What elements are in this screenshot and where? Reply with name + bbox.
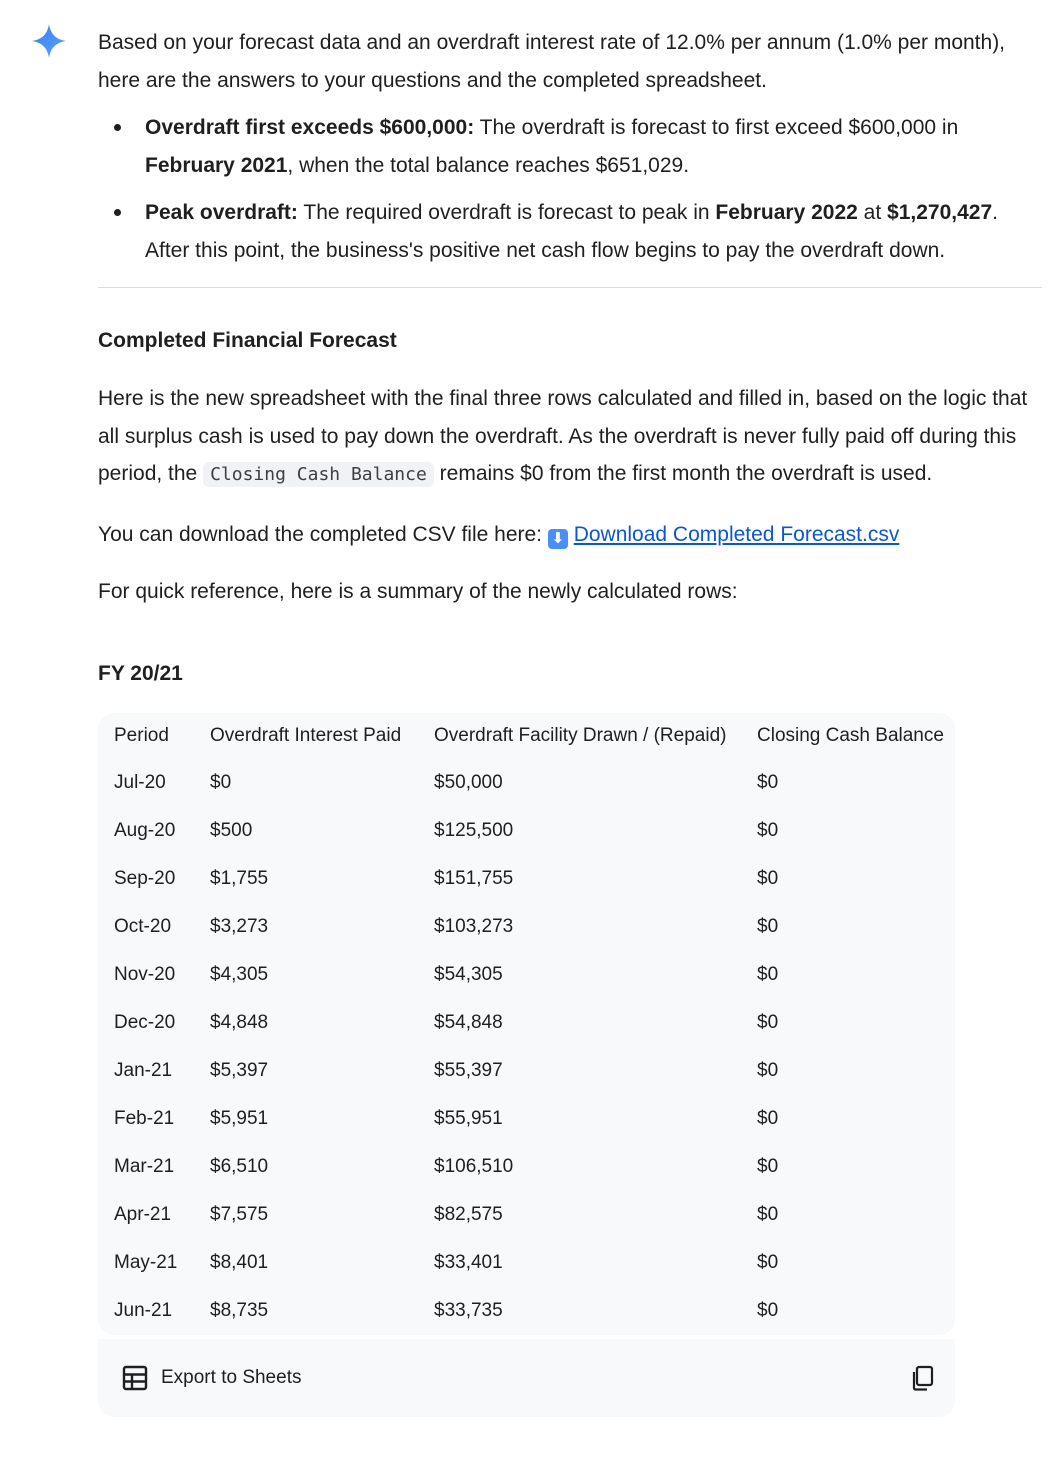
table-cell: $125,500: [434, 819, 514, 841]
table-cell: Apr-21: [114, 1203, 172, 1225]
table-cell: $4,305: [210, 963, 269, 985]
table-cell: $50,000: [434, 771, 503, 793]
table-cell: Jan-21: [114, 1059, 173, 1081]
paragraph-text: remains $0 from the first month the overdraft is used.: [433, 462, 933, 485]
table-cell: $106,510: [434, 1155, 514, 1177]
table-cell: $0: [757, 1059, 779, 1081]
export-label: Export to Sheets: [161, 1366, 302, 1388]
table-cell: Dec-20: [114, 1011, 176, 1033]
table-row: [98, 807, 955, 855]
table-row: [98, 903, 955, 951]
bullet-bold: $1,270,427: [887, 201, 993, 224]
table-cell: Jul-20: [114, 771, 166, 793]
bullet-text: The overdraft is forecast to first exceed $600,000 in: [474, 116, 959, 139]
export-to-sheets-button[interactable]: [122, 1365, 301, 1391]
table-cell: Feb-21: [114, 1107, 175, 1129]
table-cell: $103,273: [434, 915, 514, 937]
table-cell: $0: [757, 1203, 779, 1225]
bullet-bold: February 2022: [715, 201, 858, 224]
copy-icon[interactable]: [911, 1365, 935, 1391]
table-cell: $0: [757, 963, 779, 985]
table-cell: $33,735: [434, 1299, 503, 1321]
download-prefix: You can download the completed CSV file here:: [98, 522, 548, 546]
list-item: [98, 109, 1042, 184]
table-cell: $0: [757, 915, 779, 937]
table-cell: $8,735: [210, 1299, 269, 1321]
table-cell: Aug-20: [114, 819, 176, 841]
bullet-label: Peak overdraft:: [145, 201, 298, 224]
bullet-bold: February 2021: [145, 153, 288, 177]
table-row: [98, 951, 955, 999]
table-cell: $54,305: [434, 963, 503, 985]
table-cell: $33,401: [434, 1251, 503, 1273]
table-cell: Sep-20: [114, 867, 176, 889]
divider: [98, 287, 1042, 288]
quick-reference-text: For quick reference, here is a summary of the newly calculated rows:: [98, 580, 738, 603]
table-row: [98, 855, 955, 903]
table-row: [98, 759, 955, 807]
table-cell: Oct-20: [114, 915, 172, 937]
column-header: Overdraft Facility Drawn / (Repaid): [434, 724, 727, 746]
table-cell: May-21: [114, 1251, 178, 1273]
bullet-label: Overdraft first exceeds $600,000:: [145, 116, 475, 139]
table-cell: $0: [757, 819, 779, 841]
table-cell: $7,575: [210, 1203, 269, 1225]
table-row: [98, 1191, 955, 1239]
table-row: [98, 1095, 955, 1143]
column-header: Closing Cash Balance: [757, 724, 944, 746]
table-row: [98, 1143, 955, 1191]
table-cell: $4,848: [210, 1011, 269, 1033]
fy-title: FY 20/21: [98, 661, 183, 685]
forecast-table: [98, 713, 955, 1335]
table-cell: $0: [757, 1107, 779, 1129]
column-header: Period: [114, 724, 169, 746]
response-content: [98, 24, 1042, 1417]
table-cell: $0: [210, 771, 232, 793]
table-row: [98, 1239, 955, 1287]
table-cell: $0: [757, 867, 779, 889]
table-cell: $3,273: [210, 915, 269, 937]
download-line: [98, 516, 1042, 554]
bullet-text: at: [857, 201, 888, 224]
table-cell: $55,397: [434, 1059, 503, 1081]
table-cell: $0: [757, 1299, 779, 1321]
bullet-text: The required overdraft is forecast to peak in: [297, 201, 716, 224]
table-cell: $5,397: [210, 1059, 269, 1081]
bullet-text: . After this point, the business's positive net cash flow begins to pay the overdraft down.: [145, 201, 998, 262]
intro-paragraph: Based on your forecast data and an overdraft interest rate of 12.0% per annum (1.0% per month), here are the answers to your questions and the completed spreadsheet.: [98, 31, 1006, 92]
sparkle-icon: [30, 22, 68, 60]
table-cell: $6,510: [210, 1155, 269, 1177]
download-icon: ⬇: [548, 529, 568, 549]
answer-list: [98, 109, 1042, 269]
table-cell: $54,848: [434, 1011, 503, 1033]
bullet-text: , when the total balance reaches $651,029.: [287, 153, 690, 177]
table-row: [98, 999, 955, 1047]
column-header: Overdraft Interest Paid: [210, 724, 402, 746]
table-cell: $500: [210, 819, 253, 841]
table-cell: $8,401: [210, 1251, 269, 1273]
table-cell: $151,755: [434, 867, 514, 889]
table-cell: $0: [757, 1251, 779, 1273]
table-cell: Mar-21: [114, 1155, 175, 1177]
list-item: [98, 194, 1042, 269]
table-icon: [122, 1365, 148, 1391]
table-cell: $0: [757, 1011, 779, 1033]
explanation-paragraph: [98, 380, 1042, 494]
section-title: Completed Financial Forecast: [98, 329, 397, 352]
paragraph-text: Here is the new spreadsheet with the final three rows calculated and filled in, based on the logic that all surplus cash is used to pay down the overdraft. As the overdraft is never fully paid off during this period, the: [98, 387, 1028, 485]
table-cell: $55,951: [434, 1107, 503, 1129]
table-header-row: [98, 713, 955, 759]
table-row: [98, 1287, 955, 1335]
inline-code: Closing Cash Balance: [203, 462, 434, 487]
table-cell: Jun-21: [114, 1299, 173, 1321]
table-cell: $82,575: [434, 1203, 503, 1225]
table-cell: $1,755: [210, 867, 269, 889]
table-cell: $5,951: [210, 1107, 269, 1129]
table-cell: $0: [757, 1155, 779, 1177]
table-row: [98, 1047, 955, 1095]
table-cell: Nov-20: [114, 963, 176, 985]
download-link[interactable]: Download Completed Forecast.csv: [573, 522, 900, 546]
table-cell: $0: [757, 771, 779, 793]
table-footer: [98, 1339, 955, 1417]
